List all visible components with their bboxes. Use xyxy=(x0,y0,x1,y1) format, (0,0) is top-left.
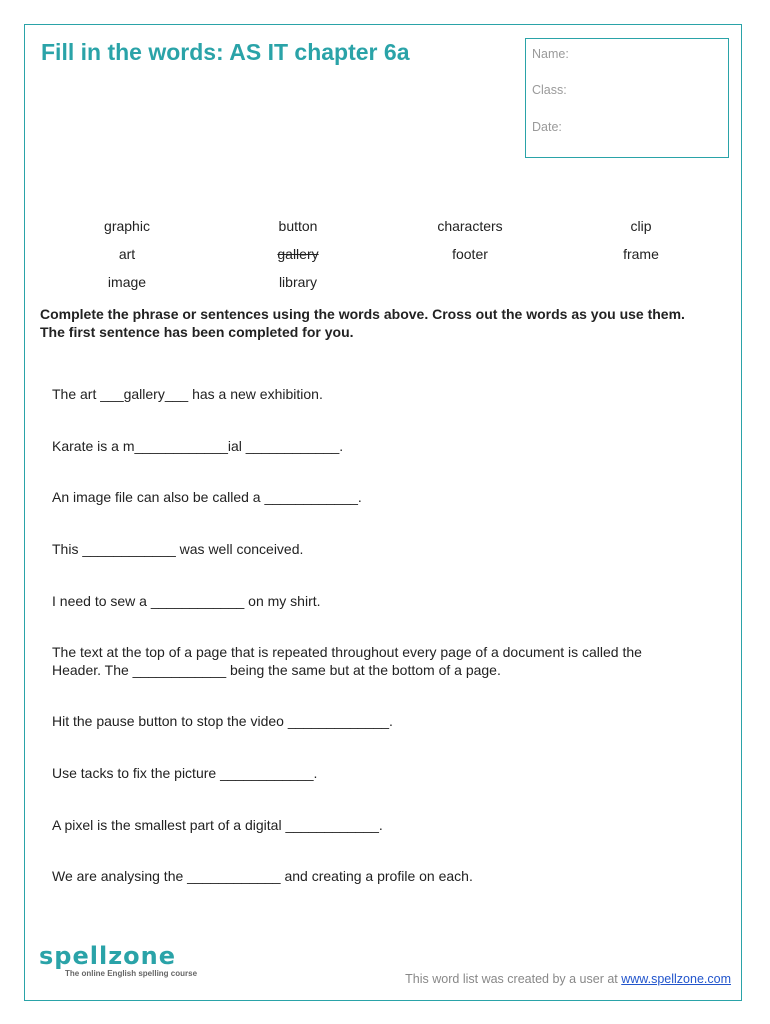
sentence-8: Use tacks to fix the picture ____________. xyxy=(52,765,318,781)
instructions-line-1: Complete the phrase or sentences using the words above. Cross out the words as you use them. xyxy=(40,306,685,322)
word-button: button xyxy=(278,218,318,234)
word-frame: frame xyxy=(623,246,659,262)
sentence-10: We are analysing the ____________ and creating a profile on each. xyxy=(52,868,473,884)
name-label: Name: xyxy=(532,47,569,61)
sentence-4: This ____________ was well conceived. xyxy=(52,541,304,557)
spellzone-link[interactable]: www.spellzone.com xyxy=(621,972,731,986)
footer-credit xyxy=(405,972,731,986)
sentence-9: A pixel is the smallest part of a digital ____________. xyxy=(52,817,383,833)
sentence-3: An image file can also be called a ____________. xyxy=(52,489,362,505)
sentence-6-line-2: Header. The ____________ being the same but at the bottom of a page. xyxy=(52,662,501,678)
worksheet-page xyxy=(24,24,742,1001)
sentence-2: Karate is a m____________ial ____________. xyxy=(52,438,344,454)
word-footer: footer xyxy=(452,246,488,262)
sentence-1: The art ___gallery___ has a new exhibition. xyxy=(52,386,323,402)
instructions xyxy=(40,305,740,341)
word-graphic: graphic xyxy=(104,218,150,234)
student-info-box xyxy=(525,38,729,158)
footer-credit-text: This word list was created by a user at xyxy=(405,972,622,986)
spellzone-logo xyxy=(39,943,197,978)
class-label: Class: xyxy=(532,83,567,97)
sentence-6-line-1: The text at the top of a page that is repeated throughout every page of a document is called the xyxy=(52,644,642,660)
sentence-5: I need to sew a ____________ on my shirt. xyxy=(52,593,321,609)
instructions-line-2: The first sentence has been completed for you. xyxy=(40,324,354,340)
logo-tagline: The online English spelling course xyxy=(65,969,198,978)
word-gallery-crossed: gallery xyxy=(277,246,319,262)
word-characters: characters xyxy=(437,218,503,234)
logo-wordmark: spellzone xyxy=(39,942,177,970)
date-label: Date: xyxy=(532,120,562,134)
sentence-7: Hit the pause button to stop the video _____________. xyxy=(52,713,393,729)
page-title: Fill in the words: AS IT chapter 6a xyxy=(41,39,410,65)
word-clip: clip xyxy=(630,218,652,234)
word-art: art xyxy=(118,246,136,262)
word-image: image xyxy=(107,274,147,290)
word-library: library xyxy=(278,274,318,290)
